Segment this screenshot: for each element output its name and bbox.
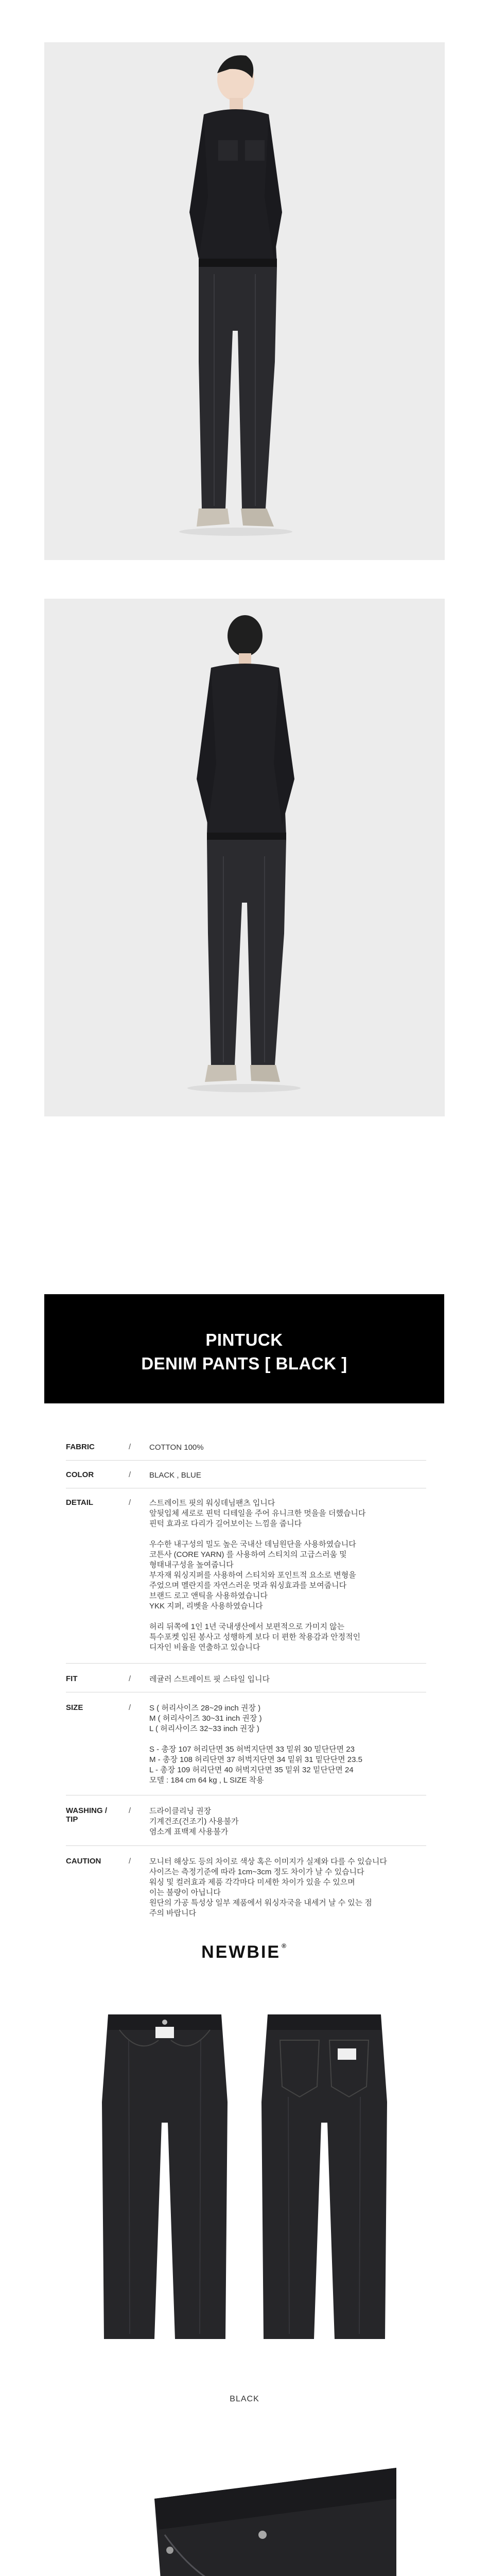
spec-key: CAUTION — [66, 1857, 101, 1866]
model-photo-front — [44, 42, 445, 560]
divider — [66, 1460, 426, 1461]
spec-key: FABRIC — [66, 1443, 95, 1451]
spec-value: 레귤러 스트레이트 핏 스타일 입니다 — [149, 1675, 270, 1684]
spec-separator: / — [129, 1703, 131, 1712]
flatlay-back-photo — [252, 2009, 396, 2344]
product-title-line1: PINTUCK — [205, 1330, 283, 1349]
spec-value: 드라이클리닝 권장 기계건조(건조기) 사용불가 염소계 표백제 사용불가 — [149, 1807, 239, 1836]
spec-separator: / — [129, 1857, 131, 1866]
spec-key: SIZE — [66, 1703, 83, 1712]
model-photo-back — [44, 599, 445, 1116]
spec-separator: / — [129, 1806, 131, 1815]
title-banner — [44, 1294, 444, 1403]
spec-value: S ( 허리사이즈 28~29 inch 권장 ) M ( 허리사이즈 30~31 inch 권장 ) L ( 허리사이즈 32~33 inch 권장 ) S - 총장 107 허리단면 35 허벅지단면 33 밑위 30 밑단단면 23 M - 총장 108 허리단면 37 허벅지단면 34 밑위 31 밑단단면 23.5 L - 총장 109 허리단면 40 허벅지단면 35 밑위 32 밑단단면 24 모델 : 184 cm 64 kg , L SIZE 착용 — [149, 1704, 362, 1785]
spec-key: COLOR — [66, 1470, 94, 1479]
detail-photo-pocket — [93, 2468, 396, 2576]
divider — [66, 1845, 426, 1846]
color-caption: BLACK — [230, 2395, 259, 2403]
spec-value: BLACK , BLUE — [149, 1471, 201, 1480]
spec-key: DETAIL — [66, 1498, 94, 1507]
spec-separator: / — [129, 1470, 131, 1479]
spec-separator: / — [129, 1498, 131, 1507]
spec-key: FIT — [66, 1674, 78, 1683]
spec-separator: / — [129, 1674, 131, 1683]
spec-value: 스트레이트 핏의 워싱데님팬츠 입니다 앞뒷입체 세로로 핀턱 디테일을 주어 유니크한 멋을을 더했습니다 핀턱 효과로 다리가 길어보이는 느낌을 줍니다 우수한 내구성의 밀도 높은 국내산 데님원단을 사용하였습니다 코튼사 (CORE YARN) 를 사용하여 스티치의 고급스러움 및 형태내구성을 높여줍니다 부자재 워싱지퍼를 사용하여 스티치와 포인트적 요소로 변형을 주었으며 멜란지를 자연스러운 멋과 워싱효과를 보여줍니다 브랜드 로고 앤틱을 사용하였습니다 YKK 지퍼, 리벳을 사용하였습니다 허리 뒤쪽에 1인 1년 국내생산에서 보편적으로 가미지 않는 특수포켓 입된 봉사고 성행하게 보다 더 편한 착용감과 안정적인 디자인 비율을 연출하고 있습니다 — [149, 1499, 366, 1652]
divider — [66, 1663, 426, 1664]
product-title-line2: DENIM PANTS [ BLACK ] — [141, 1354, 347, 1373]
spec-separator: / — [129, 1443, 131, 1451]
spec-key: WASHING / TIP — [66, 1806, 108, 1824]
brand-logo: NEWBIE ® — [201, 1942, 288, 1962]
spec-value: 모니터 해상도 등의 차이로 색상 혹은 이미지가 실제와 다를 수 있습니다 사이즈는 측정기준에 따라 1cm~3cm 정도 차이가 날 수 있습니다 워싱 및 컬러효과 제품 각각마다 미세한 차이가 있을 수 있으며 이는 불량이 아닙니다 원단의 가공 특성상 일부 제품에서 워싱자국을 내세거 날 수 있는 점 주의 바랍니다 — [149, 1857, 387, 1918]
flatlay-front-photo — [93, 2009, 237, 2344]
spec-value: COTTON 100% — [149, 1443, 204, 1452]
